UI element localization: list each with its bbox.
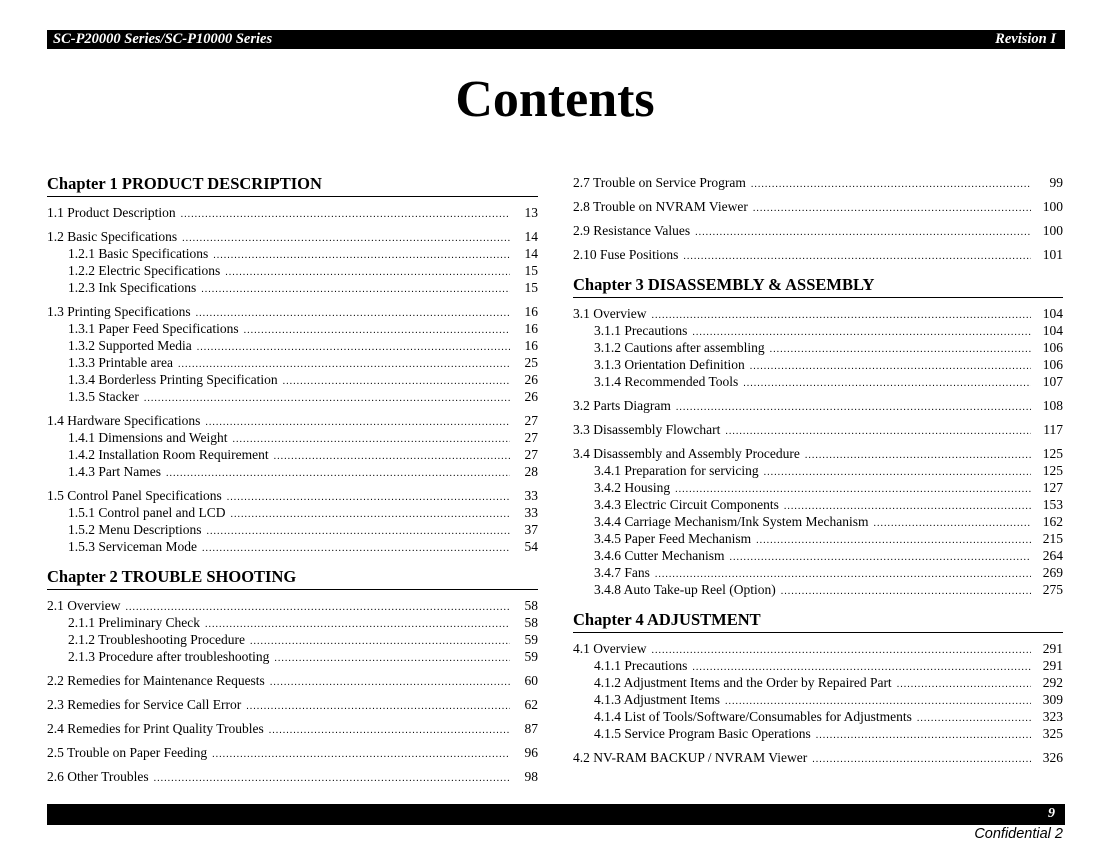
dot-leader bbox=[274, 448, 510, 465]
toc-entry[interactable] bbox=[573, 421, 1063, 438]
toc-entry[interactable] bbox=[573, 462, 1063, 479]
dot-leader bbox=[270, 674, 510, 691]
toc-entry[interactable] bbox=[47, 521, 538, 538]
dot-leader bbox=[764, 464, 1031, 481]
toc-entry-page: 127 bbox=[1042, 480, 1063, 495]
toc-entry[interactable] bbox=[47, 204, 538, 221]
toc-entry[interactable] bbox=[47, 504, 538, 521]
toc-section bbox=[573, 174, 1063, 263]
toc-entry-title: 1.4 Hardware Specifications bbox=[47, 413, 201, 428]
toc-entry-page: 292 bbox=[1042, 675, 1063, 690]
toc-entry-page: 14 bbox=[524, 246, 538, 261]
toc-entry-title: 3.1.2 Cautions after assembling bbox=[594, 340, 765, 355]
dot-leader bbox=[805, 447, 1031, 464]
dot-leader bbox=[750, 358, 1031, 375]
toc-entry[interactable] bbox=[47, 245, 538, 262]
toc-entry-page: 101 bbox=[1042, 247, 1063, 262]
toc-entry-title: 4.1.1 Precautions bbox=[594, 658, 688, 673]
toc-group bbox=[47, 768, 538, 785]
toc-entry-title: 2.3 Remedies for Service Call Error bbox=[47, 697, 242, 712]
dot-leader bbox=[283, 373, 510, 390]
dot-leader bbox=[770, 341, 1031, 358]
toc-entry[interactable] bbox=[573, 222, 1063, 239]
toc-entry-page: 59 bbox=[524, 649, 538, 664]
toc-entry-title: 1.3 Printing Specifications bbox=[47, 304, 191, 319]
dot-leader bbox=[725, 423, 1031, 440]
toc-entry-page: 27 bbox=[524, 413, 538, 428]
toc-entry[interactable] bbox=[47, 672, 538, 689]
toc-group bbox=[47, 720, 538, 737]
dot-leader bbox=[751, 176, 1031, 193]
toc-entry[interactable] bbox=[573, 397, 1063, 414]
toc-entry[interactable] bbox=[573, 496, 1063, 513]
toc-entry-title: 1.3.2 Supported Media bbox=[68, 338, 192, 353]
toc-entry[interactable] bbox=[47, 614, 538, 631]
dot-leader bbox=[182, 230, 510, 247]
toc-group bbox=[573, 749, 1063, 766]
toc-entry-page: 28 bbox=[524, 464, 538, 479]
dot-leader bbox=[201, 281, 510, 298]
toc-entry[interactable] bbox=[47, 446, 538, 463]
dot-leader bbox=[753, 200, 1031, 217]
toc-entry[interactable] bbox=[573, 640, 1063, 657]
dot-leader bbox=[246, 698, 510, 715]
toc-entry-page: 107 bbox=[1042, 374, 1063, 389]
toc-entry-title: 2.2 Remedies for Maintenance Requests bbox=[47, 673, 265, 688]
toc-entry-page: 125 bbox=[1042, 463, 1063, 478]
toc-entry[interactable] bbox=[573, 513, 1063, 530]
toc-entry-page: 37 bbox=[524, 522, 538, 537]
toc-group bbox=[47, 696, 538, 713]
toc-entry-page: 275 bbox=[1042, 582, 1063, 597]
toc-entry-title: 3.4.5 Paper Feed Mechanism bbox=[594, 531, 752, 546]
toc-section bbox=[47, 204, 538, 555]
toc-entry[interactable] bbox=[573, 691, 1063, 708]
toc-entry-title: 1.4.2 Installation Room Requirement bbox=[68, 447, 269, 462]
dot-leader bbox=[743, 375, 1031, 392]
toc-entry[interactable] bbox=[47, 463, 538, 480]
dot-leader bbox=[917, 710, 1031, 727]
chapter-heading: Chapter 1 PRODUCT DESCRIPTION bbox=[47, 174, 538, 197]
toc-entry-page: 33 bbox=[524, 505, 538, 520]
toc-left-column bbox=[47, 174, 538, 785]
dot-leader bbox=[269, 722, 510, 739]
toc-entry-title: 3.2 Parts Diagram bbox=[573, 398, 671, 413]
toc-entry-title: 2.4 Remedies for Print Quality Troubles bbox=[47, 721, 264, 736]
toc-entry[interactable] bbox=[573, 564, 1063, 581]
toc-entry-page: 15 bbox=[524, 280, 538, 295]
dot-leader bbox=[205, 616, 510, 633]
toc-entry[interactable] bbox=[47, 262, 538, 279]
toc-entry[interactable] bbox=[573, 305, 1063, 322]
toc-entry-page: 27 bbox=[524, 430, 538, 445]
toc-entry-page: 125 bbox=[1042, 446, 1063, 461]
toc-entry-page: 15 bbox=[524, 263, 538, 278]
toc-entry-page: 215 bbox=[1042, 531, 1063, 546]
toc-entry-page: 153 bbox=[1042, 497, 1063, 512]
toc-entry-title: 4.1.3 Adjustment Items bbox=[594, 692, 720, 707]
dot-leader bbox=[274, 650, 510, 667]
toc-entry[interactable] bbox=[573, 708, 1063, 725]
header-model: SC-P20000 Series/SC-P10000 Series bbox=[53, 31, 273, 47]
toc-entry-title: 3.1.1 Precautions bbox=[594, 323, 688, 338]
toc-entry-title: 1.3.5 Stacker bbox=[68, 389, 139, 404]
dot-leader bbox=[230, 506, 510, 523]
toc-entry-page: 16 bbox=[524, 304, 538, 319]
dot-leader bbox=[154, 770, 510, 787]
toc-entry-page: 33 bbox=[524, 488, 538, 503]
toc-entry-title: 4.1.4 List of Tools/Software/Consumables for Adjustments bbox=[594, 709, 912, 724]
toc-entry[interactable] bbox=[47, 631, 538, 648]
toc-entry-page: 104 bbox=[1042, 306, 1063, 321]
toc-entry-page: 162 bbox=[1042, 514, 1063, 529]
toc-entry[interactable] bbox=[47, 648, 538, 665]
toc-entry-title: 3.4.4 Carriage Mechanism/Ink System Mechanism bbox=[594, 514, 869, 529]
toc-entry[interactable] bbox=[573, 657, 1063, 674]
dot-leader bbox=[250, 633, 510, 650]
toc-group bbox=[47, 672, 538, 689]
dot-leader bbox=[651, 642, 1031, 659]
toc-entry[interactable] bbox=[47, 429, 538, 446]
toc-entry-title: 3.1 Overview bbox=[573, 306, 647, 321]
toc-group bbox=[573, 174, 1063, 191]
toc-entry[interactable] bbox=[47, 487, 538, 504]
toc-entry-page: 100 bbox=[1042, 223, 1063, 238]
toc-entry-title: 2.10 Fuse Positions bbox=[573, 247, 679, 262]
toc-entry-page: 264 bbox=[1042, 548, 1063, 563]
toc-entry-title: 4.1.2 Adjustment Items and the Order by Repaired Part bbox=[594, 675, 892, 690]
toc-entry[interactable] bbox=[47, 768, 538, 785]
toc-entry-page: 96 bbox=[524, 745, 538, 760]
toc-entry-title: 3.4.1 Preparation for servicing bbox=[594, 463, 759, 478]
chapter-heading: Chapter 2 TROUBLE SHOOTING bbox=[47, 567, 538, 590]
toc-entry[interactable] bbox=[573, 749, 1063, 766]
toc-entry[interactable] bbox=[47, 371, 538, 388]
toc-right-column bbox=[573, 174, 1063, 766]
toc-entry-page: 54 bbox=[524, 539, 538, 554]
dot-leader bbox=[683, 248, 1031, 265]
toc-group bbox=[47, 228, 538, 296]
toc-entry-title: 1.2.3 Ink Specifications bbox=[68, 280, 197, 295]
toc-entry[interactable] bbox=[47, 388, 538, 405]
toc-entry-page: 14 bbox=[524, 229, 538, 244]
toc-group bbox=[573, 421, 1063, 438]
toc-entry[interactable] bbox=[573, 547, 1063, 564]
toc-section bbox=[573, 305, 1063, 598]
dot-leader bbox=[897, 676, 1031, 693]
dot-leader bbox=[144, 390, 510, 407]
toc-entry-title: 2.1 Overview bbox=[47, 598, 121, 613]
dot-leader bbox=[212, 746, 510, 763]
toc-entry[interactable] bbox=[573, 356, 1063, 373]
dot-leader bbox=[756, 532, 1031, 549]
toc-entry-title: 1.1 Product Description bbox=[47, 205, 176, 220]
toc-group bbox=[573, 397, 1063, 414]
toc-entry-title: 3.4.7 Fans bbox=[594, 565, 650, 580]
toc-entry[interactable] bbox=[573, 674, 1063, 691]
toc-group bbox=[573, 305, 1063, 390]
toc-entry[interactable] bbox=[573, 581, 1063, 598]
toc-entry-page: 106 bbox=[1042, 340, 1063, 355]
toc-entry-title: 2.1.2 Troubleshooting Procedure bbox=[68, 632, 245, 647]
dot-leader bbox=[816, 727, 1031, 744]
toc-entry-page: 26 bbox=[524, 389, 538, 404]
toc-group bbox=[47, 303, 538, 405]
toc-entry-title: 1.3.3 Printable area bbox=[68, 355, 173, 370]
toc-entry-page: 16 bbox=[524, 321, 538, 336]
toc-entry[interactable] bbox=[573, 725, 1063, 742]
toc-entry-page: 87 bbox=[524, 721, 538, 736]
toc-entry-title: 1.5.2 Menu Descriptions bbox=[68, 522, 202, 537]
page-title: Contents bbox=[455, 71, 655, 128]
toc-entry[interactable] bbox=[47, 597, 538, 614]
toc-entry-page: 100 bbox=[1042, 199, 1063, 214]
toc-entry[interactable] bbox=[573, 198, 1063, 215]
dot-leader bbox=[812, 751, 1031, 768]
toc-entry-page: 59 bbox=[524, 632, 538, 647]
dot-leader bbox=[181, 206, 510, 223]
toc-entry-page: 26 bbox=[524, 372, 538, 387]
toc-group bbox=[573, 222, 1063, 239]
dot-leader bbox=[166, 465, 510, 482]
toc-entry-title: 1.2.2 Electric Specifications bbox=[68, 263, 221, 278]
dot-leader bbox=[781, 583, 1031, 600]
toc-entry[interactable] bbox=[573, 174, 1063, 191]
toc-entry-title: 1.3.1 Paper Feed Specifications bbox=[68, 321, 239, 336]
toc-entry-title: 1.5 Control Panel Specifications bbox=[47, 488, 222, 503]
toc-entry[interactable] bbox=[47, 228, 538, 245]
toc-group bbox=[573, 198, 1063, 215]
toc-entry[interactable] bbox=[573, 322, 1063, 339]
toc-entry[interactable] bbox=[573, 445, 1063, 462]
toc-entry-title: 3.4.8 Auto Take-up Reel (Option) bbox=[594, 582, 776, 597]
toc-entry-title: 2.6 Other Troubles bbox=[47, 769, 149, 784]
toc-entry-page: 269 bbox=[1042, 565, 1063, 580]
toc-entry-page: 309 bbox=[1042, 692, 1063, 707]
toc-group bbox=[573, 445, 1063, 598]
toc-entry-page: 99 bbox=[1049, 175, 1063, 190]
toc-entry-title: 1.2 Basic Specifications bbox=[47, 229, 178, 244]
toc-entry-title: 1.4.1 Dimensions and Weight bbox=[68, 430, 228, 445]
toc-entry-title: 1.4.3 Part Names bbox=[68, 464, 161, 479]
toc-entry-page: 16 bbox=[524, 338, 538, 353]
toc-entry-title: 4.1 Overview bbox=[573, 641, 647, 656]
toc-entry-title: 3.1.3 Orientation Definition bbox=[594, 357, 745, 372]
toc-entry-title: 2.5 Trouble on Paper Feeding bbox=[47, 745, 208, 760]
dot-leader bbox=[225, 264, 510, 281]
page-number: 9 bbox=[1048, 806, 1055, 821]
toc-entry[interactable] bbox=[573, 479, 1063, 496]
toc-entry-title: 2.8 Trouble on NVRAM Viewer bbox=[573, 199, 748, 214]
toc-entry-title: 3.4 Disassembly and Assembly Procedure bbox=[573, 446, 800, 461]
toc-group bbox=[47, 412, 538, 480]
dot-leader bbox=[202, 540, 510, 557]
toc-group bbox=[47, 204, 538, 221]
toc-group bbox=[47, 597, 538, 665]
header-bar bbox=[47, 30, 1065, 49]
toc-entry-page: 58 bbox=[524, 615, 538, 630]
toc-entry-title: 2.1.3 Procedure after troubleshooting bbox=[68, 649, 270, 664]
toc-entry-title: 3.4.3 Electric Circuit Components bbox=[594, 497, 779, 512]
toc-entry-page: 25 bbox=[524, 355, 538, 370]
toc-section bbox=[573, 640, 1063, 766]
toc-entry[interactable] bbox=[573, 373, 1063, 390]
dot-leader bbox=[729, 549, 1031, 566]
dot-leader bbox=[205, 414, 510, 431]
toc-entry-page: 117 bbox=[1043, 422, 1063, 437]
toc-entry[interactable] bbox=[47, 538, 538, 555]
toc-entry[interactable] bbox=[573, 246, 1063, 263]
toc-group bbox=[573, 246, 1063, 263]
toc-entry[interactable] bbox=[573, 530, 1063, 547]
chapter-heading: Chapter 4 ADJUSTMENT bbox=[573, 610, 1063, 633]
toc-entry[interactable] bbox=[47, 744, 538, 761]
toc-entry[interactable] bbox=[47, 320, 538, 337]
dot-leader bbox=[197, 339, 510, 356]
dot-leader bbox=[227, 489, 510, 506]
toc-entry-title: 4.2 NV-RAM BACKUP / NVRAM Viewer bbox=[573, 750, 808, 765]
toc-entry-title: 2.9 Resistance Values bbox=[573, 223, 691, 238]
toc-entry[interactable] bbox=[47, 354, 538, 371]
toc-entry[interactable] bbox=[573, 339, 1063, 356]
toc-entry-title: 3.1.4 Recommended Tools bbox=[594, 374, 739, 389]
toc-entry[interactable] bbox=[47, 696, 538, 713]
toc-entry-title: 1.2.1 Basic Specifications bbox=[68, 246, 209, 261]
dot-leader bbox=[206, 523, 510, 540]
dot-leader bbox=[233, 431, 510, 448]
dot-leader bbox=[651, 307, 1031, 324]
toc-entry-page: 108 bbox=[1042, 398, 1063, 413]
toc-entry-page: 291 bbox=[1042, 658, 1063, 673]
toc-entry-title: 2.7 Trouble on Service Program bbox=[573, 175, 746, 190]
dot-leader bbox=[213, 247, 510, 264]
dot-leader bbox=[873, 515, 1031, 532]
toc-entry-page: 104 bbox=[1042, 323, 1063, 338]
toc-entry-page: 27 bbox=[524, 447, 538, 462]
toc-entry-page: 291 bbox=[1042, 641, 1063, 656]
dot-leader bbox=[196, 305, 510, 322]
toc-entry-page: 58 bbox=[524, 598, 538, 613]
confidential-label: Confidential 2 bbox=[974, 826, 1063, 842]
toc-entry[interactable] bbox=[47, 720, 538, 737]
toc-entry-title: 3.4.6 Cutter Mechanism bbox=[594, 548, 725, 563]
toc-entry[interactable] bbox=[47, 337, 538, 354]
chapter-heading: Chapter 3 DISASSEMBLY & ASSEMBLY bbox=[573, 275, 1063, 298]
toc-entry[interactable] bbox=[47, 412, 538, 429]
toc-entry-title: 1.3.4 Borderless Printing Specification bbox=[68, 372, 278, 387]
toc-entry-page: 60 bbox=[524, 673, 538, 688]
toc-entry[interactable] bbox=[47, 303, 538, 320]
toc-entry-title: 1.5.1 Control panel and LCD bbox=[68, 505, 226, 520]
header-revision: Revision I bbox=[995, 31, 1056, 47]
toc-entry-title: 2.1.1 Preliminary Check bbox=[68, 615, 200, 630]
toc-group bbox=[573, 640, 1063, 742]
toc-entry[interactable] bbox=[47, 279, 538, 296]
toc-entry-page: 62 bbox=[524, 697, 538, 712]
toc-group bbox=[47, 744, 538, 761]
toc-entry-title: 1.5.3 Serviceman Mode bbox=[68, 539, 197, 554]
toc-entry-title: 3.4.2 Housing bbox=[594, 480, 671, 495]
toc-entry-page: 106 bbox=[1042, 357, 1063, 372]
toc-entry-page: 325 bbox=[1042, 726, 1063, 741]
toc-group bbox=[47, 487, 538, 555]
dot-leader bbox=[244, 322, 510, 339]
toc-entry-page: 326 bbox=[1042, 750, 1063, 765]
toc-entry-page: 98 bbox=[524, 769, 538, 784]
toc-section bbox=[47, 597, 538, 785]
toc-entry-page: 13 bbox=[524, 205, 538, 220]
dot-leader bbox=[676, 399, 1031, 416]
toc-entry-page: 323 bbox=[1042, 709, 1063, 724]
dot-leader bbox=[695, 224, 1031, 241]
toc-entry-title: 3.3 Disassembly Flowchart bbox=[573, 422, 721, 437]
footer-bar bbox=[47, 804, 1065, 825]
toc-entry-title: 4.1.5 Service Program Basic Operations bbox=[594, 726, 811, 741]
